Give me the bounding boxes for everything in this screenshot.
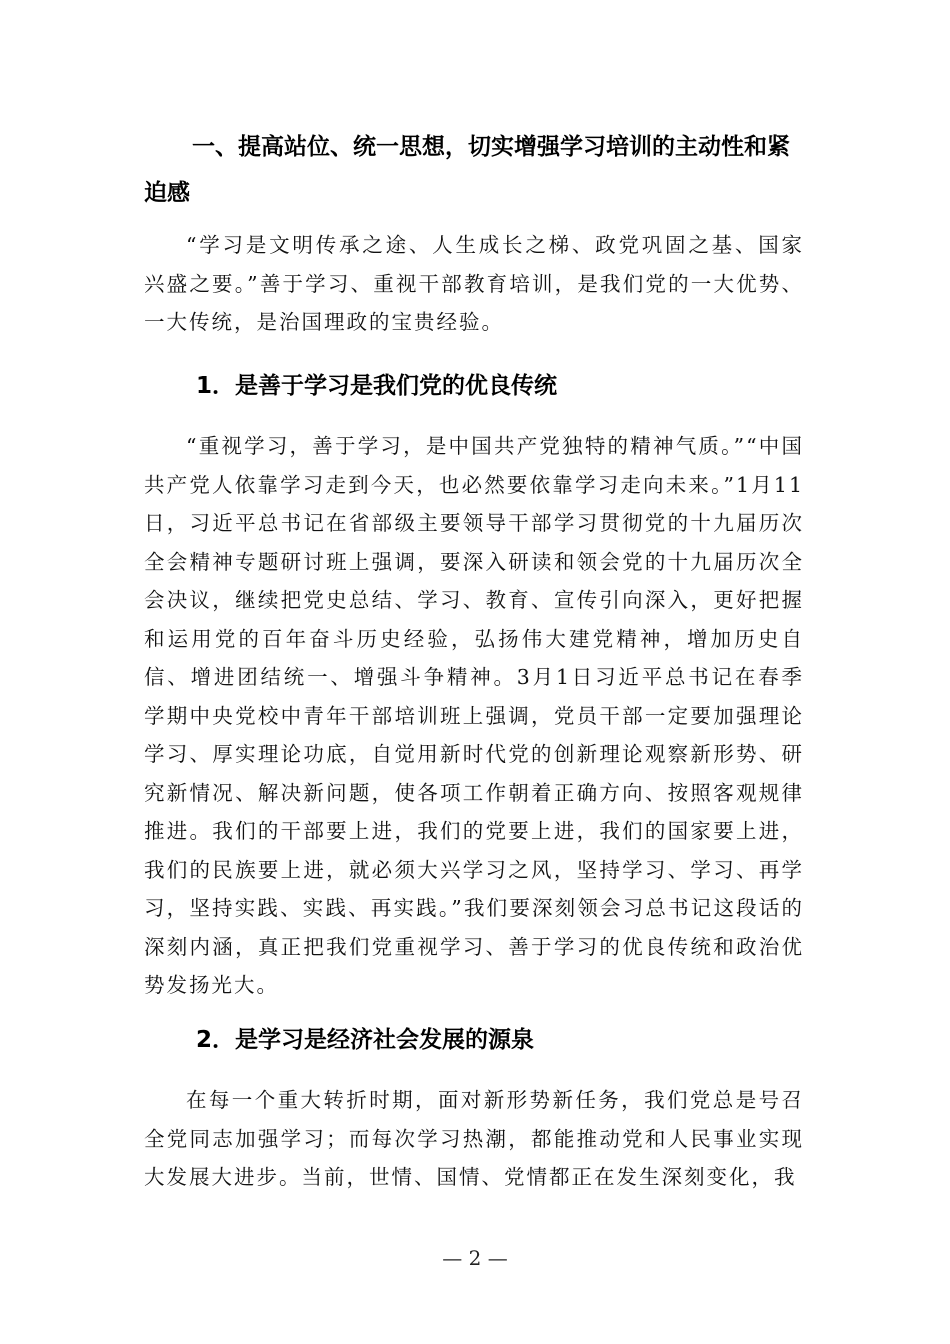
subsection-2-heading: 2．是学习是经济社会发展的源泉	[196, 1027, 535, 1053]
subsection-2-paragraph: 在每一个重大转折时期，面对新形势新任务，我们党总是号召全党同志加强学习；而每次学习热潮，都能推动党和人民事业实现大发展大进步。当前，世情、国情、党情都正在发生深刻变化，我	[144, 1088, 804, 1189]
page-number: — 2 —	[442, 1246, 508, 1270]
subsection-1-paragraph: “重视学习，善于学习，是中国共产党独特的精神气质。”“中国共产党人依靠学习走到今天，也必然要依靠学习走向未来。”1月11日，习近平总书记在省部级主要领导干部学习贯彻党的十九届历次全会精神专题研讨班上强调，要深入研读和领会党的十九届历次全会决议，继续把党史总结、学习、教育、宣传引向深入，更好把握和运用党的百年奋斗历史经验，弘扬伟大建党精神，增加历史自信、增进团结统一、增强斗争精神。3月1日习近平总书记在春季学期中央党校中青年干部培训班上强调，党员干部一定要加强理论学习、厚实理论功底，自觉用新时代党的创新理论观察新形势、研究新情况、解决新问题，使各项工作朝着正确方向、按照客观规律推进。我们的干部要上进，我们的党要上进，我们的国家要上进，我们的民族要上进，就必须大兴学习之风，坚持学习、学习、再学习，坚持实践、实践、再实践。”我们要深刻领会习总书记这段话的深刻内涵，真正把我们党重视学习、善于学习的优良传统和政治优势发扬光大。	[144, 434, 804, 997]
section-heading: 一、提高站位、统一思想，切实增强学习培训的主动性和紧迫感	[144, 134, 790, 206]
intro-paragraph: “学习是文明传承之途、人生成长之梯、政党巩固之基、国家兴盛之要。”善于学习、重视干部教育培训，是我们党的一大优势、一大传统，是治国理政的宝贵经验。	[144, 233, 804, 334]
subsection-1-heading: 1．是善于学习是我们党的优良传统	[196, 373, 558, 399]
